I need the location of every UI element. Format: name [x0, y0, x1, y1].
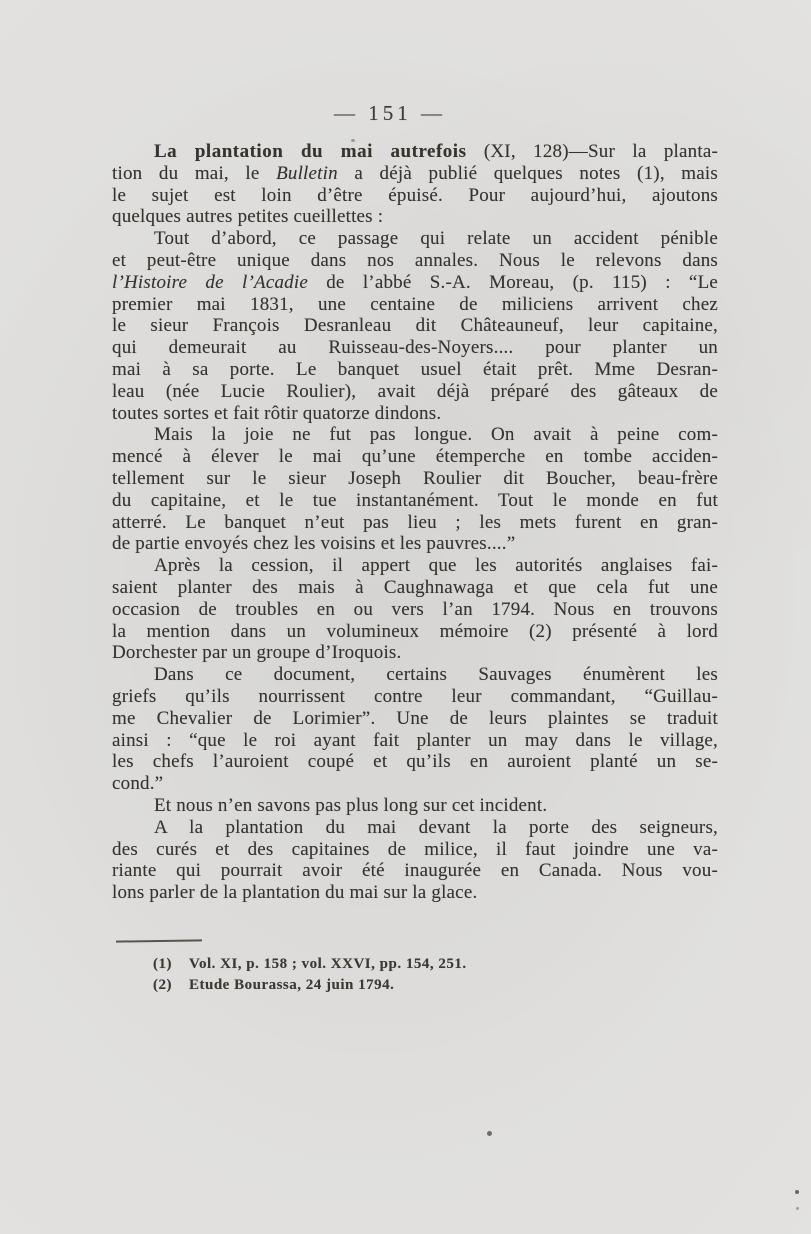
text-segment: Tout d’abord, ce passage qui relate un accident pénible — [154, 228, 718, 250]
text-segment: toutes sortes et fait rôtir quatorze dindons. — [112, 402, 442, 424]
text-line — [112, 163, 718, 185]
text-line — [112, 512, 718, 534]
text-segment: premier mai 1831, une centaine de miliciens arrivent chez — [112, 293, 718, 315]
footnotes — [153, 954, 467, 995]
paragraph — [112, 555, 718, 664]
text-line — [112, 730, 718, 752]
text-segment: lons parler de la plantation du mai sur la glace. — [112, 882, 478, 904]
text-line — [112, 751, 718, 773]
italic-text: l’Histoire de l’Acadie — [112, 271, 308, 293]
scan-ink-speck — [796, 1207, 799, 1210]
text-line — [112, 424, 718, 446]
footnote-1-text: Vol. XI, p. 158 ; vol. XXVI, pp. 154, 251. — [189, 956, 467, 972]
text-segment: les chefs l’auroient coupé et qu’ils en auroient planté un se- — [112, 751, 718, 773]
text-line — [112, 708, 718, 730]
text-line — [112, 490, 718, 512]
bold-text: La plantation du mai autrefois — [154, 141, 467, 162]
text-segment: me Chevalier de Lorimier”. Une de leurs plaintes se traduit — [112, 707, 718, 729]
text-line — [112, 817, 718, 839]
text-segment: a déjà publié quelques notes (1), mais — [337, 162, 718, 184]
paragraph — [112, 424, 718, 555]
text-line — [112, 839, 718, 861]
text-segment: Dorchester par un groupe d’Iroquois. — [112, 642, 402, 664]
text-segment: griefs qu’ils nourrissent contre leur commandant, “Guillau- — [112, 685, 718, 707]
paragraph — [112, 664, 718, 795]
text-line — [112, 228, 718, 250]
text-line — [112, 599, 718, 621]
text-segment: (XI, 128)—Sur la planta- — [466, 141, 718, 162]
text-line — [112, 882, 718, 904]
text-segment: saient planter des mais à Caughnawaga et que cela fut une — [112, 576, 718, 598]
text-segment: le sieur François Desranleau dit Châteauneuf, leur capitaine, — [112, 315, 718, 337]
italic-text: Bulletin — [276, 162, 338, 184]
paragraph — [112, 141, 718, 228]
text-line — [112, 642, 718, 664]
text-line — [112, 250, 718, 272]
text-segment: de l’abbé S.-A. Moreau, (p. 115) : “Le — [307, 271, 718, 293]
text-line — [112, 555, 718, 577]
text-segment: A la plantation du mai devant la porte des seigneurs, — [154, 816, 718, 838]
text-line — [112, 272, 718, 294]
paragraph — [112, 228, 718, 424]
text-line — [112, 359, 718, 381]
text-segment: atterré. Le banquet n’eut pas lieu ; les mets furent en gran- — [112, 511, 718, 533]
text-segment: riante qui pourrait avoir été inaugurée en Canada. Nous vou- — [112, 860, 718, 882]
text-segment: mencé à élever le mai qu’une étemperche en tombe acciden- — [112, 446, 718, 468]
paragraph — [112, 817, 718, 904]
text-segment: tellement sur le sieur Joseph Roulier dit Boucher, beau-frère — [112, 467, 718, 489]
footnote-1-marker: (1) — [153, 956, 172, 972]
text-segment: le sujet est loin d’être épuisé. Pour aujourd’hui, ajoutons — [112, 184, 718, 206]
text-line — [112, 381, 718, 403]
text-segment: tion du mai, le — [112, 162, 277, 184]
text-line — [112, 795, 718, 817]
text-segment: leau (née Lucie Roulier), avait déjà préparé des gâteaux de — [112, 380, 718, 402]
body-text — [112, 141, 718, 904]
footnote-2-marker: (2) — [153, 976, 172, 993]
scan-ink-speck — [351, 139, 355, 142]
text-segment: mai à sa porte. Le banquet usuel était prêt. Mme Desran- — [112, 358, 718, 380]
text-line — [112, 860, 718, 882]
footnote-separator-rule — [116, 939, 202, 942]
text-segment: la mention dans un volumineux mémoire (2) présenté à lord — [112, 620, 718, 642]
text-line — [112, 621, 718, 643]
text-segment: qui demeurait au Ruisseau-des-Noyers.... pour planter un — [112, 337, 718, 359]
text-segment: de partie envoyés chez les voisins et les pauvres....” — [112, 533, 516, 555]
footnote-1 — [153, 954, 467, 975]
text-line — [112, 294, 718, 316]
text-line — [112, 446, 718, 468]
text-segment: Dans ce document, certains Sauvages énumèrent les — [154, 664, 718, 686]
text-line — [112, 468, 718, 490]
text-line — [112, 664, 718, 686]
text-segment: Après la cession, il appert que les autorités anglaises fai- — [154, 555, 718, 577]
text-line — [112, 403, 718, 425]
text-line — [112, 185, 718, 207]
text-line — [112, 577, 718, 599]
text-segment: occasion de troubles en ou vers l’an 1794. Nous en trouvons — [112, 598, 718, 620]
footnote-2 — [153, 975, 467, 996]
text-segment: cond.” — [112, 773, 164, 795]
text-line — [112, 337, 718, 359]
text-line — [112, 686, 718, 708]
text-line — [112, 206, 718, 228]
text-segment: Et nous n’en savons pas plus long sur cet incident. — [154, 794, 548, 816]
text-segment: du capitaine, et le tue instantanément. Tout le monde en fut — [112, 489, 718, 511]
page-number-header: — 151 — — [334, 101, 446, 125]
text-line — [112, 141, 718, 163]
text-line — [112, 315, 718, 337]
text-line — [112, 533, 718, 555]
text-line — [112, 773, 718, 795]
text-segment: des curés et des capitaines de milice, il faut joindre une va- — [112, 838, 718, 860]
text-segment: et peut-être unique dans nos annales. Nous le relevons dans — [112, 249, 718, 271]
text-segment: quelques autres petites cueillettes : — [112, 206, 384, 228]
text-segment: ainsi : “que le roi ayant fait planter un may dans le village, — [112, 729, 718, 751]
text-segment: Mais la joie ne fut pas longue. On avait à peine com- — [154, 424, 718, 446]
footnote-2-text: Etude Bourassa, 24 juin 1794. — [189, 976, 395, 993]
scan-ink-speck — [487, 1131, 492, 1136]
paragraph — [112, 795, 718, 817]
scan-ink-speck — [795, 1190, 799, 1194]
